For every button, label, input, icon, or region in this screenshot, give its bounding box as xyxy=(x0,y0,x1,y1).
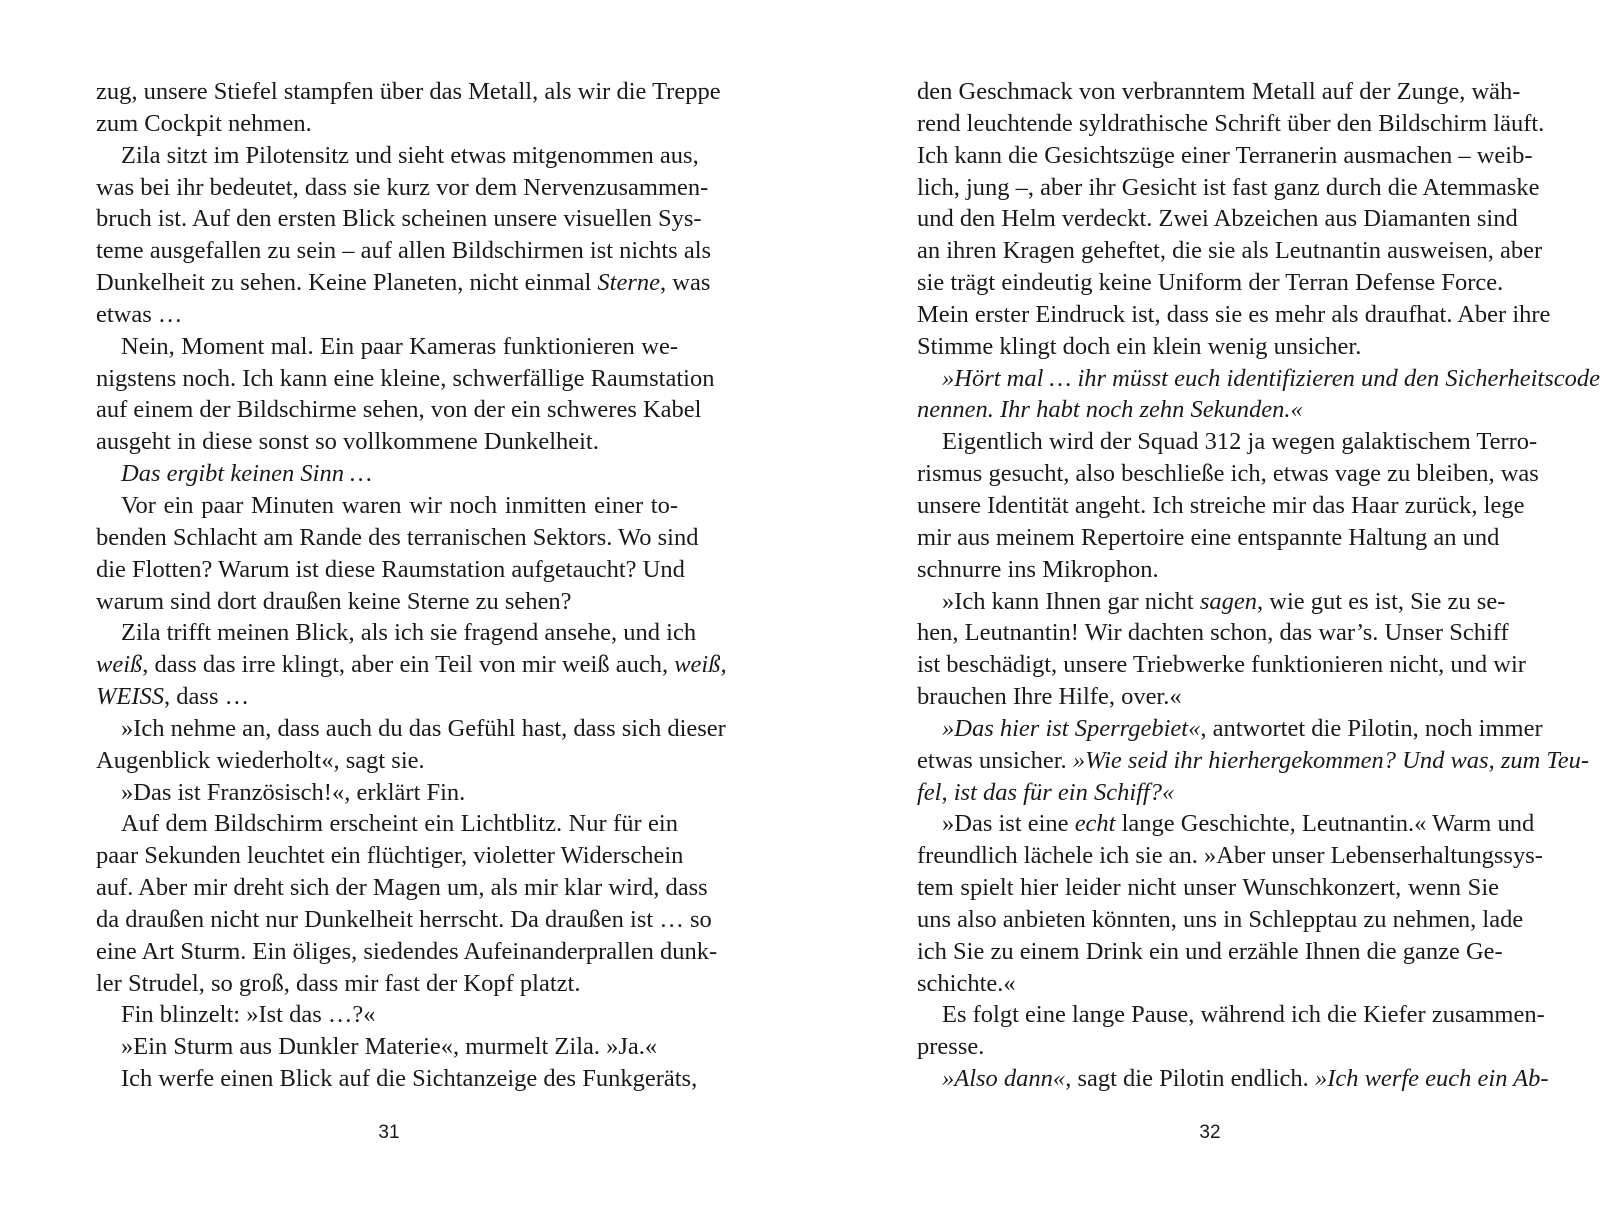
text-segment: Fin blinzelt: »Ist das …?« xyxy=(121,1001,376,1029)
text-line xyxy=(96,554,685,586)
text-line xyxy=(917,840,1543,872)
right-page-text xyxy=(917,76,1600,1095)
text-segment: , was xyxy=(660,269,711,297)
text-line xyxy=(96,999,678,1031)
text-segment: die Flotten? Warum ist diese Raumstation aufgetaucht? Und xyxy=(96,555,685,583)
text-line xyxy=(96,840,684,872)
text-line xyxy=(917,299,1551,331)
text-segment: »Ich nehme an, dass auch du das Gefühl hast, dass sich dieser xyxy=(121,714,726,742)
italic-text: »Das hier ist Sperrgebiet« xyxy=(942,714,1201,742)
text-segment: etwas … xyxy=(96,300,183,328)
text-segment: warum sind dort draußen keine Sterne zu sehen? xyxy=(96,587,572,615)
text-line xyxy=(917,617,1509,649)
text-line xyxy=(96,108,678,140)
text-segment: Ich werfe einen Blick auf die Sichtanzeige des Funkgeräts, xyxy=(121,1065,698,1093)
text-segment: Es folgt eine lange Pause, während ich die Kiefer zusammen- xyxy=(942,1001,1545,1029)
text-line xyxy=(96,394,702,426)
text-line xyxy=(96,267,711,299)
text-segment: , antwortet die Pilotin, noch immer xyxy=(1200,714,1543,742)
text-line xyxy=(917,904,1524,936)
text-line xyxy=(96,904,712,936)
text-line xyxy=(96,936,718,968)
text-segment: Vor ein paar Minuten waren wir noch inmitten einer to- xyxy=(121,491,678,519)
text-line xyxy=(917,586,1506,618)
text-segment: zug, unsere Stiefel stampfen über das Metall, als wir die Treppe xyxy=(96,78,721,105)
text-line xyxy=(96,649,727,681)
text-segment: schichte.« xyxy=(917,969,1016,997)
text-segment: freundlich lächele ich sie an. »Aber unser Lebenserhaltungssys- xyxy=(917,842,1543,870)
text-line xyxy=(96,458,678,490)
text-line xyxy=(96,426,678,458)
text-segment: Augenblick wiederholt«, sagt sie. xyxy=(96,746,425,774)
text-segment: an ihren Kragen geheftet, die sie als Leutnantin ausweisen, aber xyxy=(917,237,1543,265)
text-segment: ist beschädigt, unsere Triebwerke funktionieren nicht, und wir xyxy=(917,651,1526,679)
text-line xyxy=(96,76,721,108)
text-line xyxy=(917,235,1543,267)
text-line xyxy=(96,713,726,745)
text-line xyxy=(917,172,1540,204)
text-line xyxy=(917,490,1525,522)
text-line xyxy=(917,713,1543,745)
text-segment: »Ein Sturm aus Dunkler Materie«, murmelt Zila. »Ja.« xyxy=(121,1033,658,1061)
text-segment: lich, jung –, aber ihr Gesicht ist fast ganz durch die Atemmaske xyxy=(917,173,1540,201)
text-line xyxy=(96,140,699,172)
italic-text: nennen. Ihr habt noch zehn Sekunden.« xyxy=(917,396,1303,424)
italic-text: WEISS xyxy=(96,683,165,711)
text-line xyxy=(917,777,1499,809)
text-segment: »Das ist Französisch!«, erklärt Fin. xyxy=(121,778,466,806)
text-segment: was bei ihr bedeutet, dass sie kurz vor dem Nervenzusammen- xyxy=(96,173,709,201)
text-line xyxy=(96,681,678,713)
text-segment: »Ich kann Ihnen gar nicht xyxy=(942,587,1200,615)
text-line xyxy=(96,1031,678,1063)
text-segment: teme ausgefallen zu sein – auf allen Bildschirmen ist nichts als xyxy=(96,237,712,265)
text-line xyxy=(917,426,1538,458)
text-segment: , dass das irre klingt, aber ein Teil von mir weiß auch, xyxy=(142,651,675,679)
text-segment: Zila trifft meinen Blick, als ich sie fragend ansehe, und ich xyxy=(121,619,697,647)
text-segment: rend leuchtende syldrathische Schrift über den Bildschirm läuft. xyxy=(917,109,1545,137)
text-line xyxy=(917,394,1499,426)
left-page-text xyxy=(96,76,727,1095)
text-segment: bruch ist. Auf den ersten Blick scheinen unsere visuellen Sys- xyxy=(96,205,702,233)
text-segment: Mein erster Eindruck ist, dass sie es mehr als draufhat. Aber ihre xyxy=(917,300,1551,328)
text-line xyxy=(96,968,678,1000)
text-line xyxy=(96,745,678,777)
italic-text: »Ich werfe euch ein Ab- xyxy=(1314,1065,1549,1093)
text-segment: ler Strudel, so groß, dass mir fast der Kopf platzt. xyxy=(96,969,581,997)
italic-text: Das ergibt keinen Sinn … xyxy=(121,460,372,488)
italic-text: weiß xyxy=(96,651,143,679)
text-line xyxy=(96,1063,698,1095)
text-segment: benden Schlacht am Rande des terranischen Sektors. Wo sind xyxy=(96,523,699,551)
text-segment: ausgeht in diese sonst so vollkommene Dunkelheit. xyxy=(96,428,599,456)
text-line xyxy=(917,331,1499,363)
text-line xyxy=(917,1063,1549,1095)
text-line xyxy=(917,108,1545,140)
italic-text: »Also dann« xyxy=(942,1065,1066,1093)
page-number-left: 31 xyxy=(378,1122,400,1143)
text-segment: Nein, Moment mal. Ein paar Kameras funktionieren we- xyxy=(121,332,678,360)
text-line xyxy=(96,808,678,840)
text-line xyxy=(917,999,1545,1031)
text-segment: Stimme klingt doch ein klein wenig unsicher. xyxy=(917,332,1362,360)
text-line xyxy=(96,777,678,809)
text-segment: ich Sie zu einem Drink ein und erzähle Ihnen die ganze Ge- xyxy=(917,937,1503,965)
italic-text: weiß, xyxy=(674,651,727,679)
text-segment: mir aus meinem Repertoire eine entspannte Haltung an und xyxy=(917,523,1500,551)
text-segment: presse. xyxy=(917,1033,985,1061)
text-line xyxy=(96,363,715,395)
text-line xyxy=(96,522,699,554)
text-line xyxy=(96,331,678,363)
text-line xyxy=(917,745,1590,777)
text-segment: rismus gesucht, also beschließe ich, etwas vage zu bleiben, was xyxy=(917,460,1539,488)
text-segment: unsere Identität angeht. Ich streiche mir das Haar zurück, lege xyxy=(917,491,1525,519)
text-line xyxy=(96,203,702,235)
text-segment: tem spielt hier leider nicht unser Wunschkonzert, wenn Sie xyxy=(917,874,1499,902)
page-number-right: 32 xyxy=(1199,1122,1221,1143)
text-segment: paar Sekunden leuchtet ein flüchtiger, violetter Widerschein xyxy=(96,842,684,870)
text-line xyxy=(917,140,1533,172)
text-segment: eine Art Sturm. Ein öliges, siedendes Aufeinanderprallen dunk- xyxy=(96,937,718,965)
text-segment: zum Cockpit nehmen. xyxy=(96,109,312,137)
italic-text: »Hört mal … ihr müsst euch identifizieren und den Sicherheitscode xyxy=(942,364,1600,392)
text-segment: brauchen Ihre Hilfe, over.« xyxy=(917,683,1182,711)
text-segment: sie trägt eindeutig keine Uniform der Terran Defense Force. xyxy=(917,269,1504,297)
text-line xyxy=(96,490,678,522)
text-line xyxy=(917,681,1499,713)
text-segment: uns also anbieten könnten, uns in Schlepptau zu nehmen, lade xyxy=(917,905,1524,933)
text-segment: hen, Leutnantin! Wir dachten schon, das war’s. Unser Schiff xyxy=(917,619,1509,647)
text-line xyxy=(96,235,712,267)
text-segment: , sagt die Pilotin endlich. xyxy=(1065,1065,1315,1093)
text-segment: Dunkelheit zu sehen. Keine Planeten, nicht einmal xyxy=(96,269,598,297)
italic-text: fel, ist das für ein Schiff?« xyxy=(917,778,1175,806)
text-line xyxy=(917,936,1503,968)
text-segment: Eigentlich wird der Squad 312 ja wegen galaktischem Terro- xyxy=(942,428,1538,456)
text-line xyxy=(96,299,678,331)
text-segment: da draußen nicht nur Dunkelheit herrscht. Da draußen ist … so xyxy=(96,905,712,933)
italic-text: echt xyxy=(1074,810,1116,838)
text-segment: schnurre ins Mikrophon. xyxy=(917,555,1159,583)
text-segment: etwas unsicher. xyxy=(917,746,1073,774)
italic-text: »Wie seid ihr hierhergekommen? Und was, zum Teu- xyxy=(1072,746,1590,774)
text-segment: Auf dem Bildschirm erscheint ein Lichtblitz. Nur für ein xyxy=(121,810,678,838)
text-line xyxy=(96,617,697,649)
text-line xyxy=(917,203,1518,235)
text-line xyxy=(917,554,1499,586)
text-line xyxy=(96,586,678,618)
text-segment: auf. Aber mir dreht sich der Magen um, als mir klar wird, dass xyxy=(96,874,708,902)
text-line xyxy=(96,872,708,904)
text-segment: auf einem der Bildschirme sehen, von der ein schweres Kabel xyxy=(96,396,702,424)
text-segment: Zila sitzt im Pilotensitz und sieht etwas mitgenommen aus, xyxy=(121,141,699,169)
italic-text: sagen xyxy=(1199,587,1258,615)
text-segment: , dass … xyxy=(164,683,250,711)
text-segment: , wie gut es ist, Sie zu se- xyxy=(1257,587,1506,615)
text-line xyxy=(917,968,1499,1000)
text-line xyxy=(96,172,709,204)
text-line xyxy=(917,76,1521,108)
text-line xyxy=(917,808,1535,840)
text-line xyxy=(917,1031,1499,1063)
text-segment: nigstens noch. Ich kann eine kleine, schwerfällige Raumstation xyxy=(96,364,715,392)
italic-text: Sterne xyxy=(597,269,661,297)
text-line xyxy=(917,649,1526,681)
text-line xyxy=(917,267,1504,299)
text-line xyxy=(917,872,1499,904)
text-line xyxy=(917,458,1539,490)
text-segment: den Geschmack von verbranntem Metall auf der Zunge, wäh- xyxy=(917,78,1521,105)
text-segment: »Das ist eine xyxy=(942,810,1075,838)
text-segment: lange Geschichte, Leutnantin.« Warm und xyxy=(1115,810,1535,838)
text-line xyxy=(917,363,1600,395)
text-line xyxy=(917,522,1499,554)
text-segment: Ich kann die Gesichtszüge einer Terranerin ausmachen – weib- xyxy=(917,141,1533,169)
text-segment: und den Helm verdeckt. Zwei Abzeichen aus Diamanten sind xyxy=(917,205,1518,233)
